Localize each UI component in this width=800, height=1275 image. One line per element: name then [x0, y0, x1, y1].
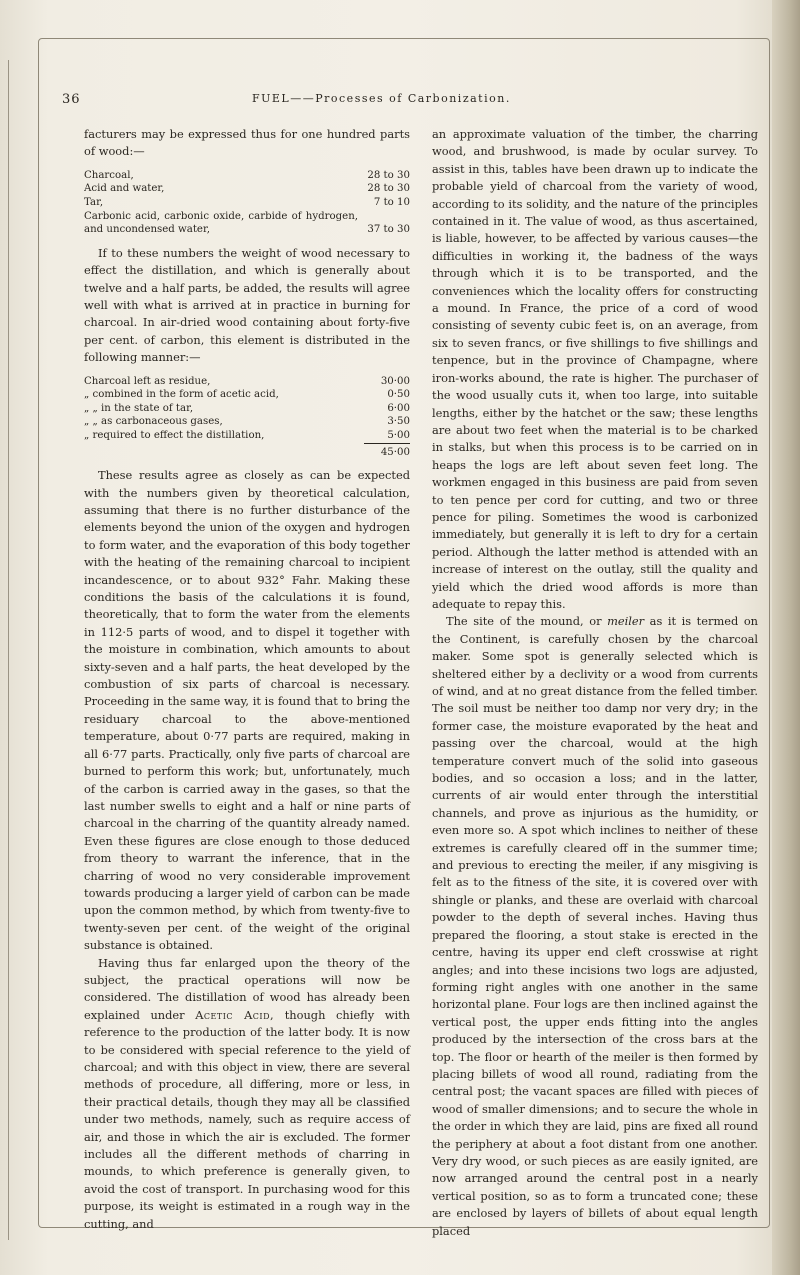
running-title: FUEL——Processes of Carbonization. — [252, 92, 511, 105]
row-value: 28 to 30 — [367, 169, 410, 181]
table-row — [84, 210, 410, 237]
text-run: though chiefly with reference to the production of the latter body. It is now to be considered with special reference to the yield of charcoal; and with this object in view, there are several methods of procedure, all differing, more or less, in their practical details, though they may all be classified under two methods, namely, such as require access of air, and those in which the air is excluded. The former includes all the different methods of charring in mounds, to which preference is generally given, to avoid the cost of transport. In purchasing wood for this purpose, its weight is estimated in a rough way in the cutting, and — [84, 1007, 411, 1231]
page-spine-edge — [772, 0, 800, 1275]
right-column — [432, 126, 758, 1240]
text-run: Having thus far enlarged upon the theory of the subject, the practical operations will now be considered. The distillation of wood has already been explained under — [84, 955, 410, 1022]
left-column — [84, 126, 410, 1233]
row-label: Carbonic acid, carbonic oxide, carbide of hydrogen, and uncondensed water, — [84, 210, 358, 236]
text-run: as it is termed on the Continent, is carefully chosen by the charcoal maker. Some spot is generally selected which is sheltered either by a declivity or a wood from currents of wind, and at no great distance from the felled timber. The soil must be neither too damp nor very dry; in the former case, the moisture evaporated by the heat and passing over the charcoal, would at the high temperature convert much of the solid into gaseous bodies, and so occasion a loss; and in the latter, currents of air would enter through the interstitial channels, and prove as injurious as the humidity, or even more so. A spot which inclines to neither of these extremes is carefully cleared off in the summer time; and previous to erecting the meiler, if any misgiving is felt as to the fitness of the site, it is covered over with shingle or planks, and these are overlaid with charcoal powder to the depth of several inches. Having thus prepared the flooring, a stout stake is erected in the centre, having its upper end cleft crosswise at right angles; and into these incisions two logs are adjusted, forming right angles with one another in the same horizontal plane. Four logs are then inclined against the vertical post, the upper ends fitting into the angles produced by the intersection of the cross bars at the top. The floor or hearth of the meiler is then formed by placing billets of wood all round, radiating from the central post; the vacant spaces are filled with pieces of wood of smaller dimensions; and to secure the whole in the order in which they are laid, pins are fixed all round the periphery at about a foot distant from one another. Very dry wood, or such pieces as are easily ignited, are now arranged around the central post in a nearly vertical position, so as to form a truncated cone; these are enclosed by layers of billets of about equal length placed — [432, 614, 759, 1238]
paragraph — [432, 613, 758, 1240]
row-label: Charcoal left as residue, — [84, 375, 211, 387]
page-number: 36 — [62, 92, 81, 107]
paragraph — [84, 955, 410, 1234]
row-label: „ combined in the form of acetic acid, — [84, 389, 279, 401]
row-label: „ „ in the state of tar, — [84, 402, 194, 414]
table-row — [84, 429, 410, 443]
table-row — [84, 169, 410, 183]
row-value: 3·50 — [387, 416, 410, 428]
cross-reference: Acetic Acid, — [195, 1007, 275, 1022]
page-header — [62, 90, 762, 110]
intro-text: facturers may be expressed thus for one hundred parts of wood:— — [84, 127, 410, 159]
italic-term: meiler — [607, 614, 645, 629]
table-row — [84, 388, 410, 402]
row-value: 28 to 30 — [367, 183, 410, 195]
row-value: 6·00 — [387, 402, 410, 414]
table-row — [84, 415, 410, 429]
row-label: Acid and water, — [84, 183, 165, 195]
table-row — [84, 375, 410, 389]
row-label: „ required to effect the distillation, — [84, 430, 265, 441]
row-value: 0·50 — [387, 389, 410, 401]
paragraph: These results agree as closely as can be expected with the numbers given by theoretical calculation, assuming that there is no further disturbance of the elements beyond the union of the oxygen and hydrogen to form water, and the evaporation of this body together with the heating of the remaining charcoal to incipient incandescence, or to about 932° Fahr. Making these conditions the basis of the calculations it is found, theoretically, that to form the water from the elements in 112·5 parts of wood, and to dispel it together with the moisture in combination, which amounts to about sixty-seven and a half parts, the heat developed by the combustion of six parts of charcoal is necessary. Proceeding in the same way, it is found that to bring the residuary charcoal to the above-mentioned temperature, about 0·77 parts are required, making in all 6·77 parts. Practically, only five parts of charcoal are burned to perform this work; but, unfortunately, much of the carbon is carried away in the gases, so that the last number swells to eight and a half or nine parts of charcoal in the charring of the quantity already named. Even these figures are close enough to those deduced from theory to warrant the inference, that in the charring of wood no very considerable improvement towards producing a larger yield of carbon can be made upon the common method, by which from twenty-five to twenty-seven per cent. of the weight of the original substance is obtained. — [84, 468, 410, 953]
table-total: 45·00 — [364, 443, 410, 460]
table-row — [84, 196, 410, 210]
row-label: Charcoal, — [84, 169, 134, 181]
table-row — [84, 182, 410, 196]
text-run: The site of the mound, or — [446, 614, 602, 629]
row-label: „ „ as carbonaceous gases, — [84, 416, 223, 428]
table-row — [84, 402, 410, 416]
row-label: Tar, — [84, 197, 104, 208]
page-edge-line — [8, 60, 25, 1240]
row-value: 37 to 30 — [367, 224, 410, 236]
paragraph: an approximate valuation of the timber, the charring wood, and brushwood, is made by ocular survey. To assist in this, tables have been drawn up to indicate the probable yield of charcoal from the variety of wood, according to its solidity, and the nature of the principles contained in it. The value of wood, as thus ascertained, is liable, however, to be affected by various causes—the difficulties in working it, the badness of the ways through which it is to be transported, and the conveniences which the locality offers for constructing a mound. In France, the price of a cord of wood consisting of seventy cubic feet is, on an average, from six to seven francs, or five shillings to five shillings and tenpence, but in the province of Champagne, where iron-works abound, the rate is higher. The purchaser of the wood usually cuts it, when too large, into suitable lengths, either by the hatchet or the saw; these lengths are about two feet when the material is to be charked in stalks, but when this process is to be carried on in heaps the logs are left about seven feet long. The workmen engaged in this business are paid from seven to ten pence per cord for cutting, and two or three pence for piling. Sometimes the wood is carbonized immediately, but generally it is left to dry for a certain period. Although the latter method is attended with an increase of interest on the outlay, still the quality and yield which the dried wood affords is more than adequate to repay this. — [432, 127, 758, 611]
carbon-distribution-table — [84, 375, 410, 460]
row-value: 30·00 — [380, 375, 410, 387]
row-value: 7 to 10 — [373, 197, 410, 208]
paragraph: If to these numbers the weight of wood necessary to effect the distillation, and which is generally about twelve and a half parts, be added, the results will agree well with what is arrived at in practice in burning for charcoal. In air-dried wood containing about forty-five per cent. of carbon, this element is distributed in the following manner:— — [84, 245, 410, 365]
row-value: 5·00 — [387, 430, 410, 441]
products-table — [84, 169, 410, 237]
